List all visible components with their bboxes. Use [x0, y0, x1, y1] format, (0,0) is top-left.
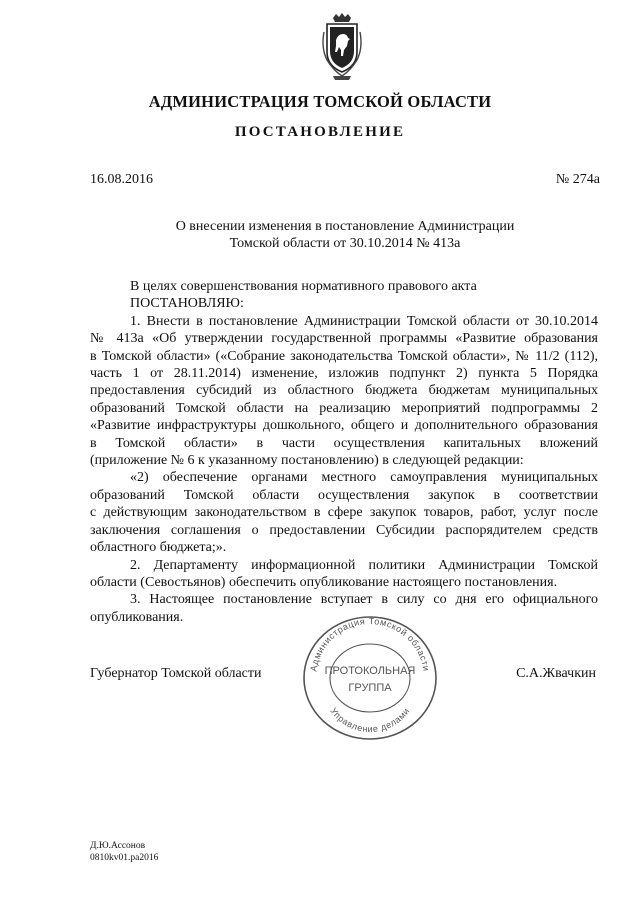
paragraph-line: образований Томской области осуществления закупок в соответствии	[90, 487, 598, 503]
document-type: ПОСТАНОВЛЕНИЕ	[234, 124, 406, 140]
document-number: № 274а	[555, 172, 600, 187]
paragraph-line: областного бюджета;».	[90, 540, 227, 556]
paragraph-line: с действующим законодательством в сфере закупок товаров, работ, услуг после	[90, 505, 598, 521]
document-subject	[90, 218, 600, 252]
subject-line: Томской области от 30.10.2014 № 413а	[229, 236, 461, 251]
document-footer	[90, 840, 158, 864]
document-body	[90, 278, 598, 626]
paragraph-line: «2) обеспечение органами местного самоуправления муниципальных	[130, 470, 598, 486]
coat-of-arms-emblem	[319, 12, 365, 82]
subject-line: О внесении изменения в постановление Администрации	[175, 219, 515, 234]
stamp-center-line: ГРУППА	[348, 682, 392, 694]
paragraph-line: заключения соглашения о предоставлении Субсидии распорядителем средств	[90, 522, 598, 538]
signatory-name: С.А.Жвачкин	[516, 666, 596, 681]
svg-text:Администрация Томской области: Администрация Томской области	[308, 615, 432, 673]
paragraph-line: в Томской области» в части осуществления капитальных вложений	[90, 435, 598, 451]
paragraph-line: опубликования.	[90, 609, 184, 625]
preamble: В целях совершенствования нормативного правового акта	[130, 279, 477, 294]
paragraph-1-quote	[90, 469, 598, 556]
paragraph-line: области (Севостьянов) обеспечить опубликование настоящего постановления.	[90, 574, 558, 590]
paragraph-2	[90, 557, 598, 592]
paragraph-line: в Томской области» («Собрание законодательства Томской области», № 11/2 (112),	[90, 348, 598, 364]
paragraph-line: образований Томской области на реализацию мероприятий подпрограммы 2	[90, 400, 598, 416]
document-date: 16.08.2016	[90, 172, 153, 187]
paragraph-line: 1. Внести в постановление Администрации Томской области от 30.10.2014	[130, 313, 598, 329]
paragraph-1	[90, 313, 598, 470]
paragraph-line: часть 1 от 28.11.2014) изменение, изложив подпункт 2) пункта 5 Порядка	[90, 366, 598, 382]
official-stamp	[296, 612, 444, 742]
paragraph-line: предоставления субсидий из областного бюджета бюджетам муниципальных	[90, 383, 598, 399]
paragraph-line: (приложение № 6 к указанному постановлению) в следующей редакции:	[90, 453, 524, 469]
paragraph-line: 3. Настоящее постановление вступает в силу со дня его официального	[130, 592, 598, 608]
organization-title: АДМИНИСТРАЦИЯ ТОМСКОЙ ОБЛАСТИ	[148, 92, 492, 111]
stamp-center-line: ПРОТОКОЛЬНАЯ	[324, 665, 416, 677]
svg-text:Управление делами: Управление делами	[328, 705, 412, 735]
paragraph-line: «Развитие инфраструктуры дошкольного, общего и дополнительного образования	[90, 418, 598, 434]
author-name: Д.Ю.Ассонов	[90, 841, 146, 851]
paragraph-line: 2. Департаменту информационной политики Администрации Томской	[130, 557, 598, 573]
signatory-position: Губернатор Томской области	[90, 666, 262, 681]
document-code: 0810kv01.pa2016	[90, 853, 159, 863]
paragraph-line: № 413а «Об утверждении государственной программы «Развитие образования	[90, 331, 598, 347]
resolve-word: ПОСТАНОВЛЯЮ:	[130, 296, 244, 312]
